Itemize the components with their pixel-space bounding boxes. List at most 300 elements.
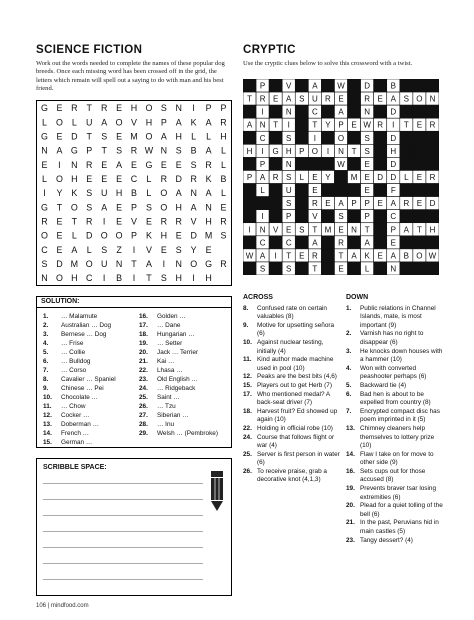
word-search-letter[interactable]: P bbox=[220, 103, 227, 114]
scribble-space[interactable] bbox=[36, 458, 232, 596]
word-search-letter[interactable]: L bbox=[146, 188, 152, 199]
crossword-letter: P bbox=[364, 212, 370, 222]
word-search-letter[interactable]: L bbox=[191, 131, 197, 142]
word-search-letter[interactable]: G bbox=[41, 103, 48, 114]
word-search-letter[interactable]: C bbox=[86, 273, 93, 284]
word-search-letter[interactable]: E bbox=[116, 131, 123, 142]
scribble-line bbox=[43, 515, 203, 516]
crossword-grid[interactable] bbox=[243, 79, 439, 275]
crossword-block bbox=[269, 105, 282, 118]
word-search-letter[interactable]: A bbox=[205, 117, 212, 128]
word-search-letter[interactable]: H bbox=[220, 131, 227, 142]
crossword-block bbox=[348, 262, 361, 275]
crossword-letter: S bbox=[338, 212, 344, 222]
word-search-letter[interactable]: O bbox=[55, 174, 63, 185]
crossword-letter: I bbox=[274, 251, 277, 261]
word-search-letter[interactable]: P bbox=[131, 202, 137, 213]
clue-text: Varnish has no right to disappear (6) bbox=[360, 330, 424, 346]
crossword-letter: R bbox=[311, 251, 318, 261]
word-search-letter[interactable]: O bbox=[145, 131, 153, 142]
crossword-letter: M bbox=[350, 173, 358, 182]
crossword-letter: O bbox=[337, 133, 345, 143]
word-search-letter[interactable]: A bbox=[116, 159, 123, 170]
word-search-letter[interactable]: T bbox=[131, 258, 137, 269]
word-search-letter[interactable]: I bbox=[132, 244, 136, 255]
word-search-letter[interactable]: H bbox=[160, 230, 168, 241]
clue-text: Confused rate on certain valuables (8) bbox=[257, 304, 327, 321]
word-search-letter[interactable]: K bbox=[205, 174, 212, 185]
word-search-letter[interactable]: E bbox=[116, 202, 123, 213]
word-search-letter[interactable]: R bbox=[220, 216, 227, 227]
word-search-letter[interactable]: S bbox=[160, 103, 167, 114]
word-search-letter[interactable]: L bbox=[221, 145, 226, 156]
word-search-letter[interactable]: B bbox=[220, 174, 227, 185]
clue-text: To receive praise, grab a decorative knot (4,1,3) bbox=[257, 467, 327, 484]
word-search-letter[interactable]: S bbox=[116, 145, 123, 156]
word-search-letter[interactable]: U bbox=[100, 258, 108, 269]
solution-item-text: Golden … bbox=[157, 313, 186, 320]
word-search-letter[interactable]: A bbox=[145, 258, 152, 269]
crossword-letter: B bbox=[390, 81, 396, 91]
word-search-letter[interactable]: R bbox=[86, 159, 93, 170]
crossword-block bbox=[413, 131, 426, 144]
word-search-letter[interactable]: H bbox=[71, 174, 78, 185]
word-search-letter[interactable]: N bbox=[175, 103, 182, 114]
crossword-block bbox=[400, 210, 413, 223]
crossword-letter: A bbox=[351, 251, 357, 261]
crossword-block bbox=[374, 131, 387, 144]
clue bbox=[243, 322, 343, 339]
word-search-letter[interactable]: A bbox=[175, 117, 182, 128]
word-search-letter[interactable]: O bbox=[115, 117, 123, 128]
word-search-letter[interactable]: S bbox=[101, 131, 108, 142]
word-search-letter[interactable]: L bbox=[71, 230, 77, 241]
word-search-letter[interactable]: O bbox=[190, 258, 198, 269]
clue-number: 4. bbox=[346, 364, 352, 372]
clue-number: 18. bbox=[243, 407, 252, 415]
word-search-letter[interactable]: P bbox=[86, 145, 93, 156]
word-search-letter[interactable]: R bbox=[130, 145, 138, 156]
crossword-letter: E bbox=[338, 94, 344, 104]
crossword-block bbox=[413, 184, 426, 197]
word-search-letter[interactable]: L bbox=[206, 131, 212, 142]
word-search-letter[interactable]: O bbox=[70, 202, 78, 213]
crossword-letter: T bbox=[338, 251, 344, 261]
crossword-letter: R bbox=[272, 173, 279, 182]
solution-item-number: 23. bbox=[139, 376, 148, 383]
word-search-letter[interactable]: E bbox=[175, 230, 182, 241]
word-search-letter[interactable]: I bbox=[58, 159, 61, 170]
word-search-letter[interactable]: O bbox=[55, 117, 63, 128]
crossword-block bbox=[374, 262, 387, 275]
crossword-letter: L bbox=[364, 264, 370, 274]
crossword-letter: E bbox=[338, 225, 344, 235]
word-search-letter[interactable]: T bbox=[101, 145, 107, 156]
word-search-letter[interactable]: H bbox=[71, 273, 78, 284]
crossword-letter: E bbox=[416, 173, 423, 182]
word-search-letter[interactable]: E bbox=[56, 131, 63, 142]
solution-item-number: 10. bbox=[43, 394, 52, 401]
word-search-letter[interactable]: L bbox=[86, 244, 92, 255]
word-search-letter[interactable]: R bbox=[71, 103, 78, 114]
crossword-letter: Y bbox=[325, 173, 331, 182]
word-search-letter[interactable]: A bbox=[190, 202, 197, 213]
word-search-letter[interactable]: T bbox=[56, 202, 63, 213]
solution-item bbox=[139, 339, 218, 348]
word-search-letter[interactable]: S bbox=[160, 273, 167, 284]
word-search-letter[interactable]: N bbox=[115, 258, 123, 269]
crossword-letter: S bbox=[403, 94, 410, 104]
word-search-letter[interactable]: L bbox=[146, 174, 152, 185]
word-search-letter[interactable]: H bbox=[175, 131, 182, 142]
crossword-letter: A bbox=[259, 173, 266, 182]
crossword-letter: E bbox=[351, 120, 357, 130]
solution-list-left bbox=[43, 312, 116, 447]
solution-item-number: 3. bbox=[43, 331, 49, 338]
word-search-letter[interactable]: H bbox=[115, 188, 123, 199]
word-search-letter[interactable]: C bbox=[41, 244, 48, 255]
solution-item-text: … Tzu bbox=[157, 403, 176, 410]
crossword-letter: K bbox=[364, 251, 370, 261]
crossword-letter: P bbox=[351, 199, 357, 209]
word-search-letter[interactable]: V bbox=[131, 117, 137, 128]
word-search-letter[interactable]: P bbox=[205, 103, 212, 114]
word-search-letter[interactable]: N bbox=[71, 159, 78, 170]
crossword-letter: N bbox=[390, 264, 397, 274]
word-search-letter[interactable]: A bbox=[205, 145, 212, 156]
word-search-letter[interactable]: I bbox=[192, 103, 195, 114]
word-search-grid[interactable] bbox=[36, 100, 232, 286]
word-search-letter[interactable]: M bbox=[130, 131, 138, 142]
solution-label: SOLUTION: bbox=[37, 297, 231, 308]
word-search-letter[interactable]: P bbox=[160, 117, 167, 128]
word-search-letter[interactable]: A bbox=[160, 131, 167, 142]
word-search-letter[interactable]: T bbox=[86, 103, 92, 114]
crossword-letter: P bbox=[259, 81, 266, 91]
clue-number: 20. bbox=[346, 502, 355, 510]
word-search-letter[interactable]: I bbox=[43, 188, 46, 199]
word-search-letter[interactable]: E bbox=[175, 159, 182, 170]
clue bbox=[346, 537, 444, 546]
crossword-block bbox=[413, 236, 426, 249]
solution-item bbox=[139, 330, 218, 339]
crossword-letter: T bbox=[351, 146, 357, 156]
clue-number: 11. bbox=[243, 356, 252, 364]
word-search-letter[interactable]: V bbox=[145, 244, 152, 255]
crossword-block bbox=[334, 184, 347, 197]
word-search-letter[interactable]: E bbox=[56, 244, 63, 255]
word-search-letter[interactable]: O bbox=[41, 230, 48, 241]
clue-text: In the past, Peruvians hid in main castles (5) bbox=[360, 519, 439, 536]
word-search-letter[interactable]: O bbox=[160, 202, 168, 213]
clue-text: Players out to get Herb (7) bbox=[257, 381, 332, 389]
word-search-letter[interactable]: R bbox=[160, 216, 168, 227]
crossword-letter: I bbox=[392, 120, 395, 130]
word-search-letter[interactable]: E bbox=[205, 244, 212, 255]
crossword-block bbox=[374, 79, 387, 92]
word-search-letter[interactable]: L bbox=[71, 117, 77, 128]
scribble-line bbox=[43, 483, 203, 484]
word-search-letter[interactable]: R bbox=[160, 174, 168, 185]
word-search-letter[interactable]: A bbox=[101, 202, 108, 213]
word-search-letter[interactable]: D bbox=[175, 174, 182, 185]
solution-item bbox=[43, 339, 116, 348]
crossword-letter: N bbox=[259, 120, 266, 130]
word-search-letter[interactable]: P bbox=[131, 230, 137, 241]
solution-item-number: 19. bbox=[139, 340, 148, 347]
solution-item bbox=[43, 384, 116, 393]
word-search-letter[interactable]: N bbox=[190, 188, 197, 199]
crossword-letter: P bbox=[338, 120, 344, 130]
solution-item-number: 21. bbox=[139, 358, 148, 365]
word-search-letter[interactable]: H bbox=[145, 117, 153, 128]
clue-number: 14. bbox=[346, 450, 355, 458]
solution-item-number: 29. bbox=[139, 430, 148, 437]
word-search-letter[interactable]: E bbox=[160, 244, 167, 255]
word-search-letter[interactable]: W bbox=[144, 145, 154, 156]
word-search-letter[interactable]: O bbox=[85, 258, 93, 269]
crossword-letter: Y bbox=[325, 120, 331, 130]
word-search-letter[interactable]: T bbox=[86, 131, 92, 142]
word-search-letter[interactable]: N bbox=[175, 258, 182, 269]
clue bbox=[346, 408, 444, 425]
solution-item-number: 4. bbox=[43, 340, 49, 347]
word-search-letter[interactable]: S bbox=[175, 244, 182, 255]
crossword-letter: I bbox=[326, 146, 330, 156]
solution-item-text: … Malamute bbox=[61, 313, 98, 320]
word-search-letter[interactable]: M bbox=[204, 230, 213, 241]
word-search-letter[interactable]: G bbox=[70, 145, 78, 156]
word-search-letter[interactable]: S bbox=[175, 145, 182, 156]
solution-item-text: French … bbox=[61, 430, 90, 437]
word-search-letter[interactable]: E bbox=[56, 103, 63, 114]
word-search-letter[interactable]: N bbox=[205, 202, 212, 213]
word-search-letter[interactable]: T bbox=[146, 273, 152, 284]
word-search-letter[interactable]: R bbox=[86, 216, 93, 227]
word-search-letter[interactable]: N bbox=[41, 145, 48, 156]
crossword-block bbox=[243, 157, 256, 170]
word-search-letter[interactable]: E bbox=[131, 159, 137, 170]
crossword-letter: L bbox=[260, 186, 265, 196]
word-search-letter[interactable]: R bbox=[220, 258, 227, 269]
clue-number: 1. bbox=[346, 304, 352, 312]
word-search-letter[interactable]: K bbox=[190, 117, 197, 128]
word-search-letter[interactable]: K bbox=[71, 188, 78, 199]
crossword-letter: T bbox=[273, 120, 279, 130]
word-search-letter[interactable]: B bbox=[131, 188, 137, 199]
clue-text: Against nuclear testing, initially (4) bbox=[257, 338, 324, 355]
crossword-letter: E bbox=[312, 173, 318, 182]
word-search-letter[interactable]: S bbox=[86, 202, 93, 213]
crossword-block bbox=[348, 210, 361, 223]
clue-number: 10. bbox=[243, 338, 252, 346]
word-search-letter[interactable]: V bbox=[190, 216, 197, 227]
word-search-letter[interactable]: Z bbox=[116, 244, 122, 255]
word-search-letter[interactable]: R bbox=[100, 103, 108, 114]
word-search-letter[interactable]: I bbox=[192, 273, 195, 284]
word-search-letter[interactable]: L bbox=[42, 174, 47, 185]
word-search-letter[interactable]: H bbox=[205, 273, 212, 284]
crossword-block bbox=[243, 262, 256, 275]
crossword-block bbox=[374, 157, 387, 170]
crossword-letter: D bbox=[390, 159, 397, 169]
word-search-letter[interactable]: S bbox=[86, 188, 93, 199]
word-search-letter[interactable]: S bbox=[101, 244, 108, 255]
scribble-line bbox=[43, 547, 203, 548]
word-search-letter[interactable]: G bbox=[41, 202, 48, 213]
solution-item bbox=[139, 420, 218, 429]
crossword-letter: N bbox=[364, 107, 371, 117]
word-search-letter[interactable]: L bbox=[42, 117, 47, 128]
word-search-letter[interactable]: I bbox=[102, 216, 106, 227]
crossword-block bbox=[269, 197, 282, 210]
word-search-letter[interactable]: K bbox=[145, 230, 152, 241]
word-search-letter[interactable]: D bbox=[71, 131, 78, 142]
word-search-letter[interactable]: R bbox=[190, 174, 197, 185]
clue bbox=[346, 382, 444, 391]
word-search-letter[interactable]: U bbox=[100, 188, 108, 199]
solution-item bbox=[43, 411, 116, 420]
word-search-letter[interactable]: A bbox=[56, 145, 63, 156]
word-search-letter[interactable]: E bbox=[101, 159, 108, 170]
word-search-letter[interactable]: E bbox=[56, 216, 63, 227]
word-search-letter[interactable]: E bbox=[116, 174, 123, 185]
word-search-letter[interactable]: D bbox=[86, 230, 93, 241]
word-search-letter[interactable]: R bbox=[41, 216, 48, 227]
solution-item bbox=[43, 438, 116, 447]
word-search-letter[interactable]: B bbox=[116, 273, 123, 284]
word-search-letter[interactable]: E bbox=[116, 103, 123, 114]
word-search-letter[interactable]: B bbox=[190, 145, 197, 156]
word-search-letter[interactable]: D bbox=[190, 230, 197, 241]
scribble-line bbox=[43, 531, 203, 532]
crossword-block bbox=[374, 223, 387, 236]
word-search-letter[interactable]: O bbox=[160, 188, 168, 199]
word-search-letter[interactable]: S bbox=[220, 230, 227, 241]
across-clues bbox=[243, 294, 343, 485]
solution-item bbox=[139, 321, 218, 330]
word-search-letter[interactable]: H bbox=[175, 202, 182, 213]
word-search-letter[interactable]: A bbox=[175, 188, 182, 199]
word-search-letter[interactable]: G bbox=[205, 258, 213, 269]
word-search-letter[interactable]: S bbox=[190, 159, 197, 170]
crossword-block bbox=[413, 79, 426, 92]
crossword-block bbox=[426, 131, 439, 144]
clue-number: 8. bbox=[243, 304, 249, 312]
crossword-block bbox=[321, 105, 334, 118]
word-search-letter[interactable]: S bbox=[41, 258, 48, 269]
word-search-letter[interactable]: O bbox=[100, 230, 108, 241]
solution-item bbox=[43, 420, 116, 429]
word-search-letter[interactable]: H bbox=[205, 216, 212, 227]
solution-item-text: … Collie bbox=[61, 349, 86, 356]
word-search-letter[interactable]: E bbox=[160, 159, 167, 170]
word-search-letter[interactable]: V bbox=[131, 216, 137, 227]
clue-number: 6. bbox=[346, 390, 352, 398]
crossword-block bbox=[243, 197, 256, 210]
word-search-letter[interactable]: R bbox=[220, 117, 227, 128]
clue bbox=[346, 348, 444, 365]
clue-text: Sets cups out for those accused (8) bbox=[360, 467, 426, 484]
word-search-letter[interactable]: I bbox=[102, 273, 106, 284]
crossword-letter: I bbox=[248, 225, 251, 235]
word-search-letter[interactable]: E bbox=[56, 230, 63, 241]
crossword-letter: A bbox=[390, 94, 396, 104]
word-search-letter[interactable]: M bbox=[70, 258, 79, 269]
clue-number: 25. bbox=[243, 450, 252, 458]
word-search-letter[interactable]: O bbox=[55, 273, 63, 284]
crossword-block bbox=[413, 157, 426, 170]
word-search-letter[interactable]: O bbox=[115, 230, 123, 241]
crossword-letter: S bbox=[259, 264, 266, 274]
clue-text: Peaks are the best bits (4,6) bbox=[257, 373, 337, 381]
solution-item-number: 7. bbox=[43, 367, 49, 374]
crossword-block bbox=[413, 210, 426, 223]
word-search-letter[interactable]: E bbox=[116, 216, 123, 227]
word-search-letter[interactable]: E bbox=[86, 174, 93, 185]
word-search-letter[interactable]: I bbox=[132, 273, 136, 284]
word-search-letter[interactable]: E bbox=[41, 159, 48, 170]
word-search-letter[interactable]: H bbox=[130, 103, 138, 114]
word-search-letter[interactable]: N bbox=[41, 273, 48, 284]
crossword-letter: P bbox=[299, 146, 305, 156]
crossword-block bbox=[374, 144, 387, 157]
clue bbox=[243, 468, 343, 485]
word-search-letter[interactable]: E bbox=[220, 202, 227, 213]
crossword-block bbox=[400, 79, 413, 92]
clue-text: Won with converted peashooter perhaps (6) bbox=[360, 364, 427, 381]
crossword-letter: T bbox=[403, 120, 409, 130]
solution-item bbox=[139, 366, 218, 375]
crossword-letter: C bbox=[285, 238, 292, 248]
word-search-letter[interactable]: H bbox=[175, 273, 182, 284]
crossword-letter: L bbox=[299, 173, 305, 182]
word-search-letter[interactable]: L bbox=[221, 159, 226, 170]
word-search-letter[interactable]: Y bbox=[190, 244, 197, 255]
word-search-letter[interactable]: D bbox=[56, 258, 63, 269]
word-search-letter[interactable]: G bbox=[145, 159, 153, 170]
crossword-block bbox=[295, 262, 308, 275]
crossword-letter: S bbox=[286, 264, 292, 274]
crossword-block bbox=[413, 105, 426, 118]
clue bbox=[346, 485, 444, 502]
word-search-letter[interactable]: I bbox=[162, 258, 166, 269]
word-search-letter[interactable]: S bbox=[145, 202, 152, 213]
word-search-letter[interactable]: E bbox=[101, 174, 108, 185]
word-search-letter[interactable]: L bbox=[221, 188, 226, 199]
word-search-letter[interactable]: C bbox=[130, 174, 138, 185]
word-search-letter[interactable]: U bbox=[86, 117, 93, 128]
crossword-block bbox=[374, 236, 387, 249]
word-search-letter[interactable]: A bbox=[71, 244, 78, 255]
solution-item-number: 18. bbox=[139, 331, 148, 338]
crossword-block bbox=[321, 131, 334, 144]
word-search-letter[interactable]: T bbox=[71, 216, 78, 227]
solution-item bbox=[43, 393, 116, 402]
word-search-letter[interactable]: A bbox=[101, 117, 108, 128]
solution-item-number: 28. bbox=[139, 421, 148, 428]
word-search-letter[interactable]: G bbox=[41, 131, 48, 142]
word-search-letter[interactable]: A bbox=[205, 188, 212, 199]
word-search-letter[interactable]: N bbox=[160, 145, 168, 156]
word-search-letter[interactable]: Y bbox=[56, 188, 63, 199]
crossword-block bbox=[269, 157, 282, 170]
word-search-letter[interactable]: R bbox=[175, 216, 182, 227]
word-search-letter[interactable]: R bbox=[205, 159, 212, 170]
word-search-letter[interactable]: E bbox=[145, 216, 152, 227]
word-search-letter[interactable]: O bbox=[145, 103, 153, 114]
solution-item-text: Jack … Terrier bbox=[157, 349, 199, 356]
